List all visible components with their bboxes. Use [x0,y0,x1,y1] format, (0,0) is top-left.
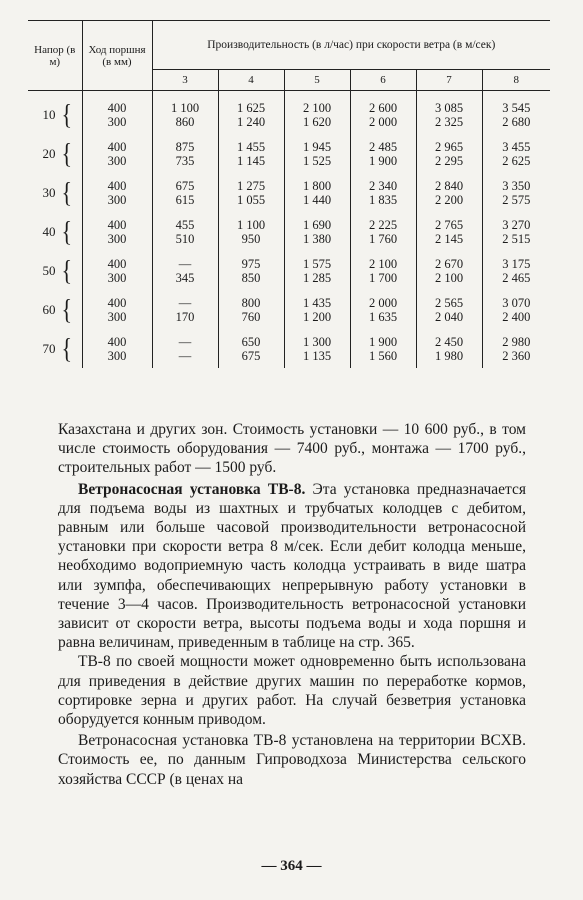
cell-value: 1 275 [236,178,266,193]
stroke-cell [82,134,152,173]
stroke-value: 300 [107,231,127,246]
cell-value: 800 [241,295,261,310]
cell-value: 675 [175,178,195,193]
value-cell [350,91,416,135]
stroke-value: 300 [107,114,127,129]
cell-value: 735 [175,153,195,168]
stroke-cell [82,91,152,135]
cell-value: 345 [175,270,195,285]
cell-value: 2 040 [434,309,464,324]
head-value: 60 [42,301,56,317]
cell-value: 650 [241,334,261,349]
cell-value: 760 [241,309,261,324]
speed-header-2: 5 [284,70,350,91]
stroke-cell [82,212,152,251]
brace-icon: { [61,214,73,248]
cell-value: 3 085 [434,100,464,115]
cell-value: 2 145 [434,231,464,246]
head-value: 40 [42,223,56,239]
value-cell [416,173,482,212]
cell-value: 3 545 [502,100,531,115]
value-cell [482,251,550,290]
cell-value: 2 600 [368,100,398,115]
page-number: — 364 — [261,858,322,874]
cell-value: 1 700 [368,270,398,285]
cell-value: 2 450 [434,334,464,349]
value-cell [350,173,416,212]
head-value: 10 [42,106,56,122]
value-cell [218,134,284,173]
cell-value: 2 465 [502,270,531,285]
value-cell [482,91,550,135]
brace-icon: { [61,292,73,326]
brace-icon: { [61,253,73,287]
cell-value: 2 400 [502,309,531,324]
cell-value: 1 760 [368,231,398,246]
cell-value: 1 800 [302,178,332,193]
table-row [28,290,550,329]
value-cell [152,251,218,290]
cell-value: 1 575 [302,256,332,271]
cell-value: 2 340 [368,178,398,193]
value-cell [482,329,550,368]
cell-value: — [178,256,192,271]
value-cell [152,290,218,329]
cell-value: 2 325 [434,114,464,129]
head-cell [28,212,82,251]
value-cell [416,134,482,173]
cell-value: 2 100 [302,100,332,115]
speed-header-1: 4 [218,70,284,91]
value-cell [350,212,416,251]
brace-icon: { [61,331,73,365]
cell-value: 1 240 [236,114,266,129]
productivity-table [28,20,550,368]
cell-value: 2 295 [434,153,464,168]
cell-value: 2 625 [502,153,531,168]
cell-value: — [178,334,192,349]
cell-value: 1 455 [236,139,266,154]
speed-header-3: 6 [350,70,416,91]
value-cell [284,173,350,212]
head-cell [28,290,82,329]
cell-value: 3 070 [502,295,531,310]
brace-icon: { [61,175,73,209]
value-cell [218,173,284,212]
header-stroke: Ход поршня (в мм) [82,21,152,91]
value-cell [416,290,482,329]
header-head: Напор (в м) [28,21,82,91]
value-cell [152,173,218,212]
table-row [28,212,550,251]
cell-value: 2 100 [368,256,398,271]
cell-value: 1 635 [368,309,398,324]
cell-value: 2 100 [434,270,464,285]
stroke-value: 400 [107,334,127,349]
cell-value: 1 145 [236,153,266,168]
value-cell [152,212,218,251]
cell-value: 850 [241,270,261,285]
head-cell [28,173,82,212]
cell-value: 1 435 [302,295,332,310]
cell-value: 2 000 [368,295,398,310]
speed-header-0: 3 [152,70,218,91]
value-cell [350,290,416,329]
cell-value: 1 835 [368,192,398,207]
cell-value: 1 900 [368,334,398,349]
stroke-value: 400 [107,139,127,154]
head-value: 70 [42,340,56,356]
cell-value: 1 625 [236,100,266,115]
table-row [28,91,550,135]
cell-value: 1 945 [302,139,332,154]
value-cell [416,91,482,135]
brace-icon: { [61,136,73,170]
value-cell [350,134,416,173]
cell-value: 1 055 [236,192,266,207]
value-cell [482,134,550,173]
table-row [28,173,550,212]
value-cell [218,290,284,329]
cell-value: 615 [175,192,195,207]
value-cell [218,91,284,135]
cell-value: 2 575 [502,192,531,207]
cell-value: 675 [241,348,261,363]
cell-value: 455 [175,217,195,232]
cell-value: 950 [241,231,261,246]
cell-value: 1 900 [368,153,398,168]
cell-value: 2 485 [368,139,398,154]
cell-value: 2 360 [502,348,531,363]
head-cell [28,329,82,368]
stroke-value: 300 [107,192,127,207]
cell-value: 1 440 [302,192,332,207]
cell-value: 975 [241,256,261,271]
stroke-cell [82,290,152,329]
value-cell [152,91,218,135]
value-cell [284,290,350,329]
stroke-value: 400 [107,178,127,193]
cell-value: — [178,348,192,363]
head-value: 50 [42,262,56,278]
value-cell [218,329,284,368]
cell-value: 1 100 [236,217,266,232]
stroke-value: 400 [107,100,127,115]
value-cell [416,251,482,290]
table-row [28,329,550,368]
paragraph-1: Казахстана и других зон. Стоимость установки — 10 600 руб., в том числе стоимость оборудования — 7400 руб., монтажа — 1700 руб., строительных работ — 1500 руб. [58,421,526,477]
speed-header-5: 8 [482,70,550,91]
cell-value: 170 [175,309,195,324]
head-cell [28,251,82,290]
stroke-value: 400 [107,217,127,232]
table-row [28,134,550,173]
paragraph-2 [58,480,526,653]
value-cell [482,212,550,251]
cell-value: 875 [175,139,195,154]
cell-value: — [178,295,192,310]
paragraph-4: Ветронасосная установка ТВ-8 установлена на территории ВСХВ. Стоимость ее, по данным Гипроводхоза Министерства сельского хозяйства СССР (в ценах на [58,732,526,788]
cell-value: 2 980 [502,334,531,349]
cell-value: 1 285 [302,270,332,285]
brace-icon: { [61,97,73,131]
value-cell [152,134,218,173]
cell-value: 2 200 [434,192,464,207]
paragraph-2-title: Ветронасосная установка ТВ-8. [78,480,306,498]
cell-value: 2 680 [502,114,531,129]
stroke-cell [82,173,152,212]
stroke-value: 400 [107,256,127,271]
value-cell [416,329,482,368]
value-cell [482,290,550,329]
stroke-value: 300 [107,153,127,168]
stroke-value: 400 [107,295,127,310]
cell-value: 2 000 [368,114,398,129]
head-value: 20 [42,145,56,161]
cell-value: 1 135 [302,348,332,363]
cell-value: 1 100 [170,100,200,115]
cell-value: 3 270 [502,217,531,232]
header-productivity: Производительность (в л/час) при скорости ветра (в м/сек) [152,21,550,70]
cell-value: 2 670 [434,256,464,271]
cell-value: 2 225 [368,217,398,232]
cell-value: 1 300 [302,334,332,349]
cell-value: 1 525 [302,153,332,168]
cell-value: 2 515 [502,231,531,246]
value-cell [350,329,416,368]
value-cell [482,173,550,212]
value-cell [218,212,284,251]
cell-value: 1 690 [302,217,332,232]
cell-value: 3 350 [502,178,531,193]
cell-value: 1 200 [302,309,332,324]
cell-value: 1 560 [368,348,398,363]
value-cell [152,329,218,368]
head-value: 30 [42,184,56,200]
paragraph-3: ТВ-8 по своей мощности может одновременно быть использована для приведения в действие других машин по переработке кормов, сортировке зерна и других работ. На случай безветрия установка оборудуется конным приводом. [58,653,526,729]
stroke-value: 300 [107,309,127,324]
cell-value: 1 620 [302,114,332,129]
cell-value: 2 565 [434,295,464,310]
cell-value: 510 [175,231,195,246]
cell-value: 860 [175,114,195,129]
paragraph-2-body: Эта установка предназначается для подъема воды из шахтных и трубчатых колодцев с дебитом, равным или больше часовой производительности ветронасосной установки при скорости ветра 8 м/сек. Если дебит колодца меньше, необходимо водоприемную часть колодца устраивать в виде шатра или зумпфа, обеспечивающих непрерывную работу установки в течение 3—4 часов. Производительность ветронасосной установки зависит от скорости ветра, высоты подъема воды и хода поршня и равна величинам, приведенным в таблице на стр. 365. [58,480,526,652]
value-cell [284,329,350,368]
stroke-value: 300 [107,270,127,285]
value-cell [284,251,350,290]
value-cell [218,251,284,290]
value-cell [284,134,350,173]
stroke-value: 300 [107,348,127,363]
value-cell [416,212,482,251]
cell-value: 2 965 [434,139,464,154]
value-cell [350,251,416,290]
cell-value: 3 175 [502,256,531,271]
stroke-cell [82,251,152,290]
head-cell [28,134,82,173]
cell-value: 3 455 [502,139,531,154]
cell-value: 2 840 [434,178,464,193]
stroke-cell [82,329,152,368]
body-text [58,420,526,789]
value-cell [284,91,350,135]
cell-value: 1 980 [434,348,464,363]
cell-value: 2 765 [434,217,464,232]
head-cell [28,91,82,135]
value-cell [284,212,350,251]
speed-header-4: 7 [416,70,482,91]
cell-value: 1 380 [302,231,332,246]
table-row [28,251,550,290]
